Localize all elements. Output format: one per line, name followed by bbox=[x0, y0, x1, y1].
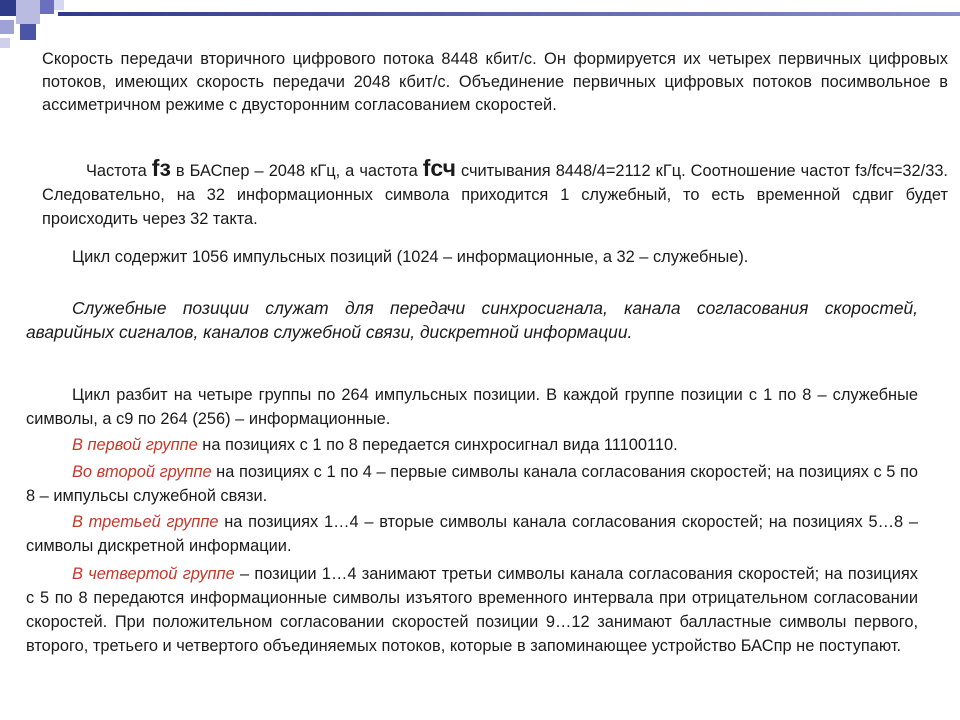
paragraph-groups bbox=[26, 383, 918, 431]
group-3-lead: В третьей группе bbox=[72, 513, 219, 531]
paragraph-frequencies bbox=[42, 155, 948, 231]
cycle-text: Цикл содержит 1056 импульсных позиций (1024 – информационные, а 32 – служебные). bbox=[72, 248, 749, 266]
paragraph-cycle bbox=[26, 245, 918, 269]
service-positions-text: Служебные позиции служат для передачи синхросигнала, канала согласования скоростей, аварийных сигналов, каналов служебной связи, дискретной информации. bbox=[26, 298, 918, 342]
frequency-text: Частота bbox=[86, 162, 152, 180]
decor-square bbox=[54, 0, 64, 10]
title-rule bbox=[58, 12, 960, 16]
decor-square bbox=[0, 0, 16, 16]
group-1-lead: В первой группе bbox=[72, 436, 198, 454]
group-3-text: на позициях 1…4 – вторые символы канала согласования скоростей; на позициях 5…8 – символы дискретной информации. bbox=[26, 513, 918, 555]
symbol-fz: fз bbox=[151, 155, 171, 181]
decor-square bbox=[0, 38, 10, 48]
paragraph-group-2 bbox=[26, 460, 918, 508]
paragraph-group-3 bbox=[26, 510, 918, 558]
group-1-text: на позициях с 1 по 8 передается синхросигнал вида 11100110. bbox=[197, 436, 678, 454]
frequency-text: считывания 8448/4=2112 кГц. Соотношение частот fз/fсч=32/33. Следовательно, на 32 информационных символа приходится 1 служебный, то есть временной сдвиг будет происходить через 32 такта. bbox=[42, 162, 948, 228]
decor-square bbox=[16, 0, 40, 24]
decor-square bbox=[20, 24, 36, 40]
paragraph-group-4 bbox=[26, 562, 918, 658]
symbol-fsch: fсч bbox=[422, 155, 456, 181]
group-4-lead: В четвертой группе bbox=[72, 565, 235, 583]
decor-square bbox=[40, 0, 54, 14]
paragraph-service-positions bbox=[26, 296, 918, 344]
decor-square bbox=[0, 20, 14, 34]
group-2-lead: Во второй группе bbox=[72, 463, 212, 481]
group-4-text: – позиции 1…4 занимают третьи символы канала согласования скоростей; на позициях с 5 по 8 передаются информационные символы изъятого временного интервала при отрицательном согласовании скоростей. При положительном согласовании скоростей позиции 9…12 занимают балластные символы первого, второго, третьего и четвертого объединяемых потоков, которые в запоминающее устройство БАСпр не поступают. bbox=[26, 565, 919, 655]
group-2-text: на позициях с 1 по 4 – первые символы канала согласования скоростей; на позициях с 5 по 8 – импульсы служебной связи. bbox=[26, 463, 918, 505]
groups-text: Цикл разбит на четыре группы по 264 импульсных позиции. В каждой группе позиции с 1 по 8 – служебные символы, а с9 по 264 (256) – информационные. bbox=[26, 386, 918, 428]
frequency-text: в БАСпер – 2048 кГц, а частота bbox=[170, 162, 423, 180]
paragraph-group-1 bbox=[26, 433, 918, 457]
paragraph-bitrate: Скорость передачи вторичного цифрового потока 8448 кбит/с. Он формируется их четырех первичных цифровых потоков, имеющих скорость передачи 2048 кбит/с. Объединение первичных цифровых потоков посимвольное в ассиметричном режиме с двусторонним согласованием скоростей. bbox=[42, 50, 948, 114]
